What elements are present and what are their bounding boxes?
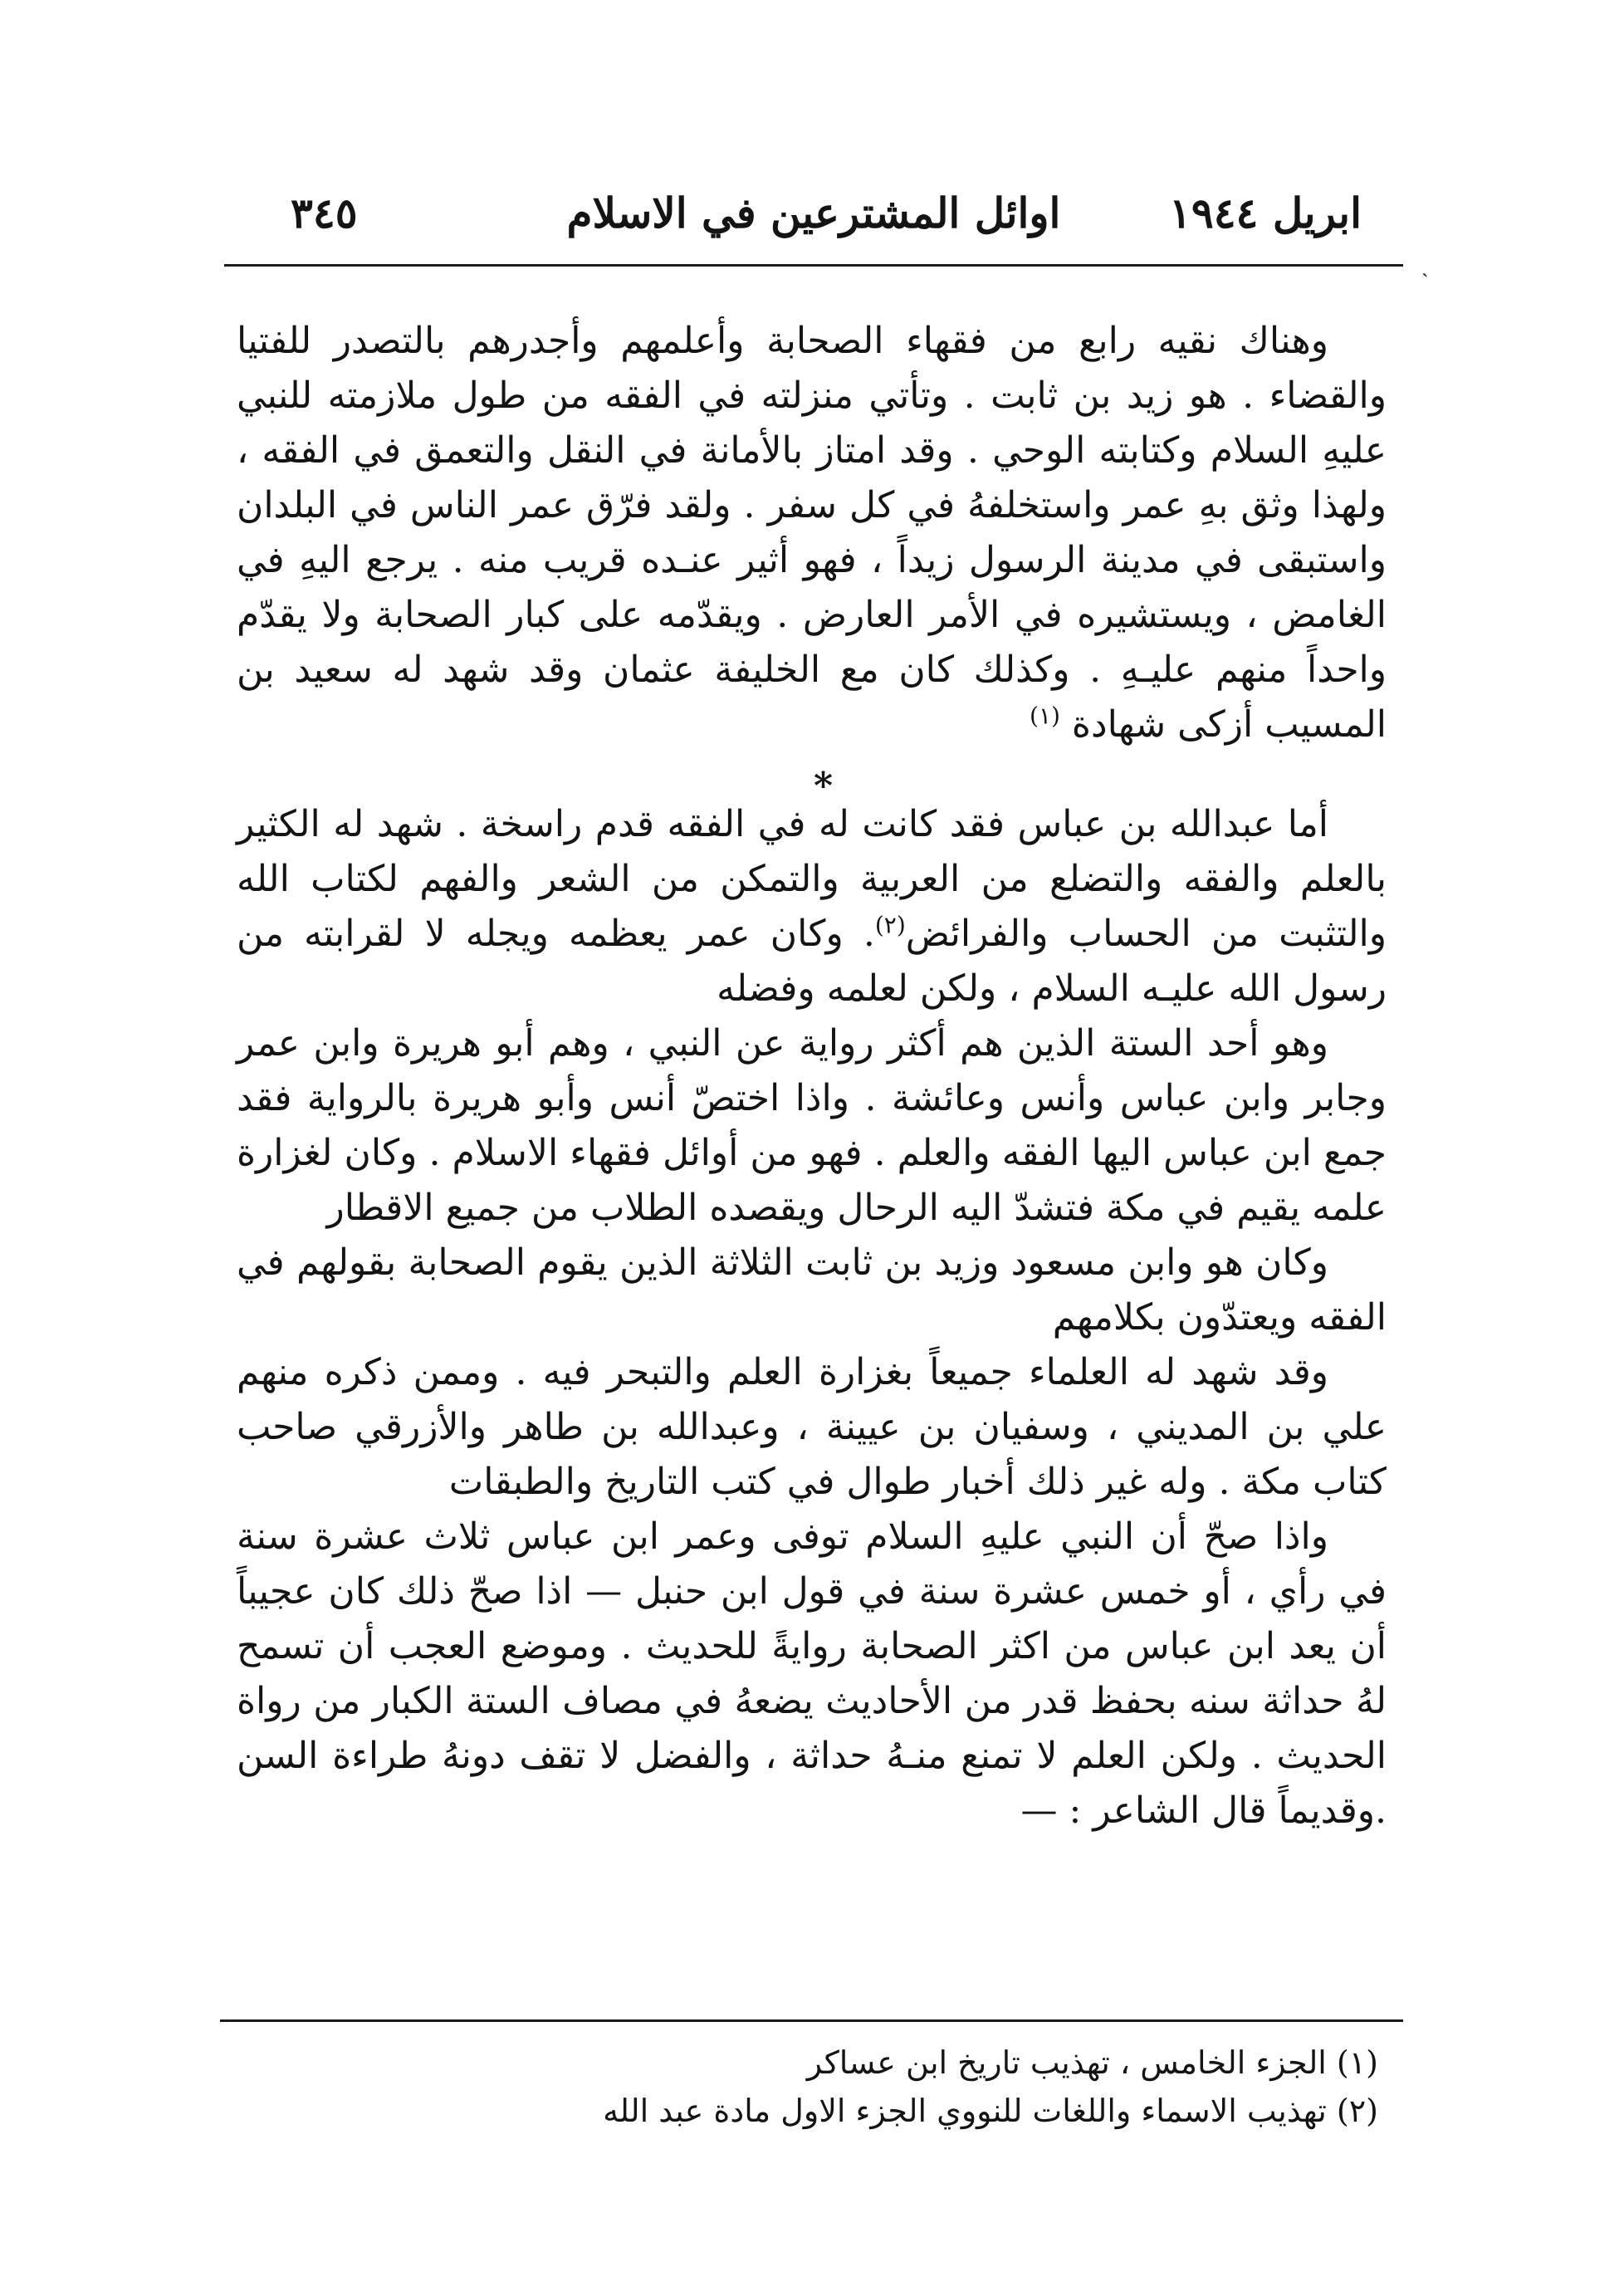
paragraph-text: أما عبدالله بن عباس فقد كانت له في الفقه قدم راسخة . شهد له الكثير بالعلم والفقه والتضلع من العربية والتمكن من الشعر والفهم لكتاب الله والتثبت من الحساب والفرائض [237,803,1387,955]
body-text [237,314,1387,1838]
footnote-ref-2: (٢) [874,911,906,939]
paragraph-ibn-abbas-intro [237,797,1387,1016]
margin-mark: ˎ [1421,253,1429,278]
paragraph-text: وهناك نقيه رابع من فقهاء الصحابة وأعلمهم وأجدرهم بالتصدر للفتيا والقضاء . هو زيد بن ثابت . وتأتي منزلته في الفقه من طول ملازمته للنبي عليهِ السلام وكتابته الوحي . وقد امتاز بالأمانة في النقل والتعمق في الفقه ، ولهذا وثق بهِ عمر واستخلفهُ في كل سفر . ولقد فرّق عمر الناس في البلدان واستبقى في مدينة الرسول زيداً ، فهو أثير عنـده قريب منه . يرجع اليهِ في الغامض ، ويستشيره في الأمر العارض . ويقدّمه على كبار الصحابة ولا يقدّم واحداً منهم عليـهِ . وكذلك كان مع الخليفة عثمان وقد شهد له سعيد بن المسيب أزكى شهادة [237,320,1387,746]
footnote-rule [220,2019,1403,2022]
header-title: اوائل المشترعين في الاسلام [566,188,1061,237]
footnote-1: (١) الجزء الخامس ، تهذيب تاريخ ابن عساكر [806,2044,1378,2081]
header-rule [224,264,1403,267]
footnote-2: (٢) تهذيب الاسماء واللغات للنووي الجزء الاول مادة عبد الله [603,2093,1378,2129]
section-separator: * [814,765,834,807]
footnotes [349,2039,1378,2135]
page-number: ٣٤٥ [291,188,358,237]
running-header [249,184,1378,242]
header-date: ابريل ١٩٤٤ [1168,188,1362,237]
paragraph-age-wonder: واذا صحّ أن النبي عليهِ السلام توفى وعمر ابن عباس ثلاث عشرة سنة في رأي ، أو خمس عشرة سنة في قول ابن حنبل — اذا صحّ ذلك كان عجيباً أن يعد ابن عباس من اكثر الصحابة روايةً للحديث . وموضع العجب أن تسمح لهُ حداثة سنه بحفظ قدر من الأحاديث يضعهُ في مصاف الستة الكبار من رواة الحديث . ولكن العلم لا تمنع منـهُ حداثة ، والفضل لا تقف دونهُ طراءة السن .وقديماً قال الشاعر : — [237,1515,1387,1832]
footnote-ref-1: (١) [1030,702,1060,730]
paragraph-ibn-masud: وكان هو وابن مسعود وزيد بن ثابت الثلاثة الذين يقوم الصحابة بقولهم في الفقه ويعتدّون بكلامهم [237,1241,1387,1339]
paragraph-scholars-testimony: وقد شهد له العلماء جميعاً بغزارة العلم والتبحر فيه . وممن ذكره منهم علي بن المديني ، وسفيان بن عيينة ، وعبدالله بن طاهر والأزرقي صاحب كتاب مكة . وله غير ذلك أخبار طوال في كتب التاريخ والطبقات [237,1351,1387,1503]
paragraph-zaid-ibn-thabit [237,314,1387,752]
paragraph-narrators: وهو أحد الستة الذين هم أكثر رواية عن النبي ، وهم أبو هريرة وابن عمر وجابر وابن عباس وأنس وعائشة . واذا اختصّ أنس وأبو هريرة بالرواية فقد جمع ابن عباس اليها الفقه والعلم . فهو من أوائل فقهاء الاسلام . وكان لغزارة علمه يقيم في مكة فتشدّ اليه الرحال ويقصده الطلاب من جميع الاقطار [237,1022,1387,1229]
paragraph-text-tail: . وكان عمر يعظمه ويجله لا لقرابته من رسول الله عليـه السلام ، ولكن لعلمه وفضله [237,913,1387,1010]
